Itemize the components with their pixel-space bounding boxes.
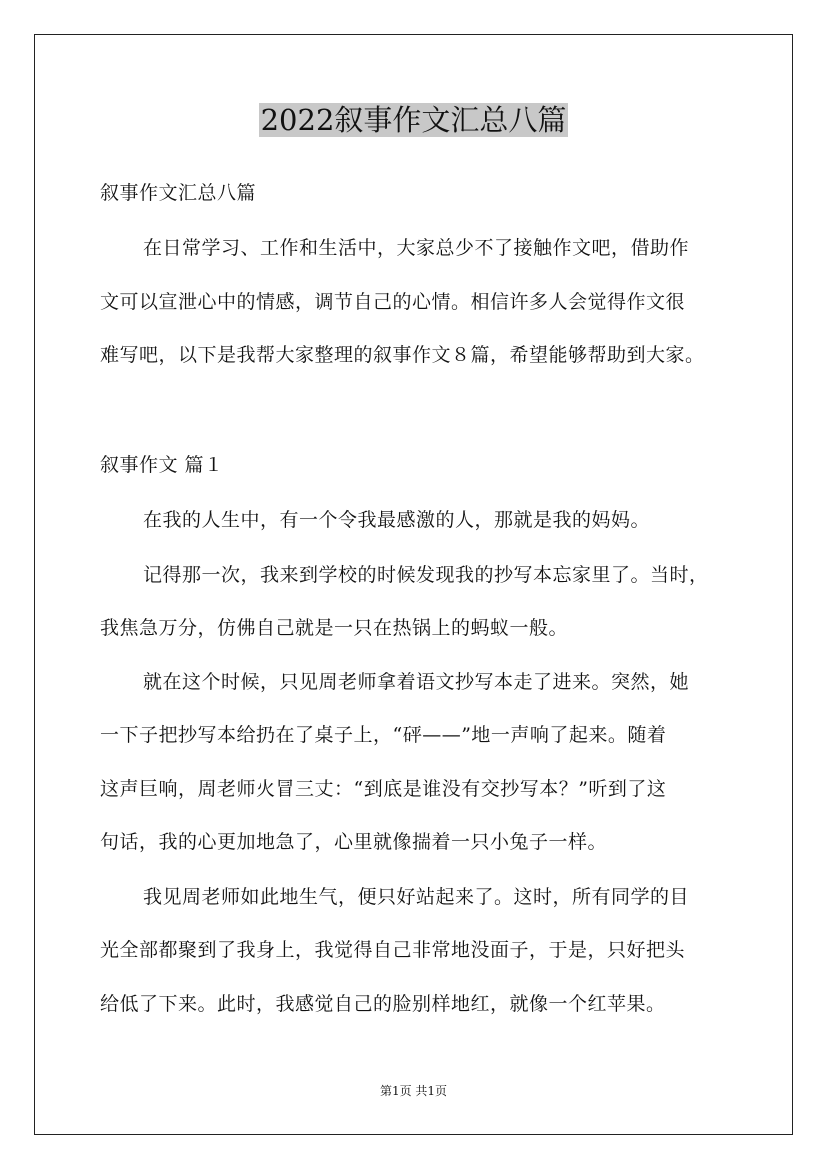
intro-line-2: 文可以宣泄心中的情感，调节自己的心情。相信许多人会觉得作文很 (100, 291, 686, 313)
body-p3-line-4: 句话，我的心更加地急了，心里就像揣着一只小兔子一样。 (100, 831, 608, 853)
body-p4-line-2: 光全部都聚到了我身上，我觉得自己非常地没面子，于是，只好把头 (100, 939, 686, 961)
page-footer: 第1页 共1页 (379, 1084, 448, 1098)
body-p2-line-2: 我焦急万分，仿佛自己就是一只在热锅上的蚂蚁一般。 (100, 617, 569, 639)
intro-line-3: 难写吧，以下是我帮大家整理的叙事作文８篇，希望能够帮助到大家。 (100, 344, 705, 366)
intro-line-1: 在日常学习、工作和生活中，大家总少不了接触作文吧，借助作 (143, 237, 690, 259)
section-heading: 叙事作文 篇１ (100, 454, 224, 476)
body-p4-line-1: 我见周老师如此地生气，便只好站起来了。这时，所有同学的目 (143, 886, 690, 908)
body-p4-line-3: 给低了下来。此时，我感觉自己的脸别样地红，就像一个红苹果。 (100, 993, 666, 1015)
title-highlight: 2022叙事作文汇总八篇 (260, 103, 567, 137)
body-p3-line-1: 就在这个时候，只见周老师拿着语文抄写本走了进来。突然，她 (143, 671, 690, 693)
document-title (0, 100, 827, 140)
body-p1-line-1: 在我的人生中，有一个令我最感激的人，那就是我的妈妈。 (143, 509, 651, 531)
document-subtitle: 叙事作文汇总八篇 (100, 182, 257, 204)
body-p3-line-2: 一下子把抄写本给扔在了桌子上，“砰——”地一声响了起来。随着 (100, 724, 667, 746)
body-p2-line-1: 记得那一次，我来到学校的时候发现我的抄写本忘家里了。当时， (143, 564, 709, 586)
body-p3-line-3: 这声巨响，周老师火冒三丈：“到底是谁没有交抄写本？”听到了这 (100, 778, 667, 800)
